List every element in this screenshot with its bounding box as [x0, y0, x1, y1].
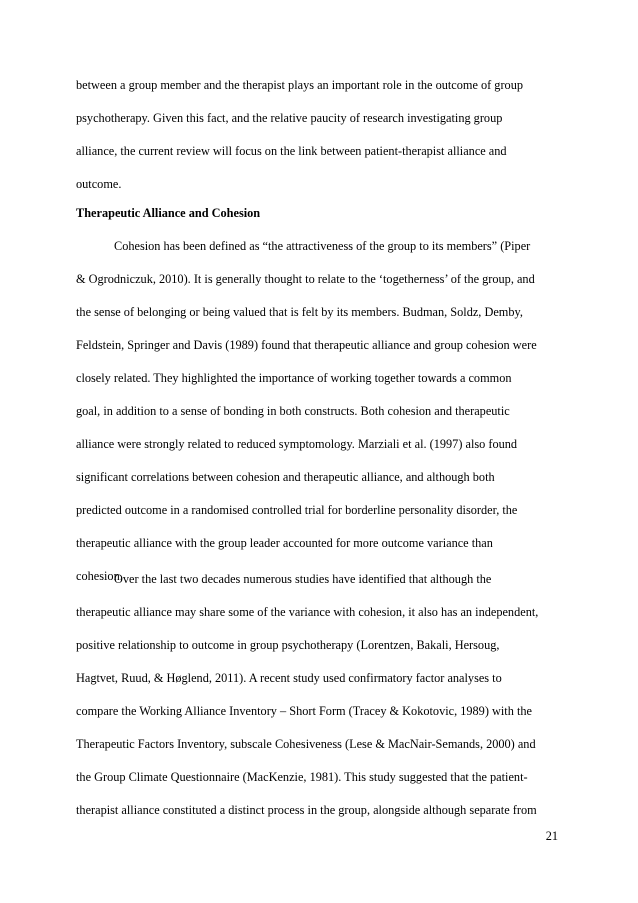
section-heading: Therapeutic Alliance and Cohesion	[76, 206, 261, 220]
text-line: psychotherapy. Given this fact, and the relative paucity of research investigating group	[76, 111, 503, 125]
text-line: therapist alliance constituted a distinct process in the group, alongside although separate from	[76, 803, 537, 817]
text-line: between a group member and the therapist plays an important role in the outcome of group	[76, 78, 523, 92]
text-line: closely related. They highlighted the importance of working together towards a common	[76, 371, 512, 385]
text-line: significant correlations between cohesion and therapeutic alliance, and although both	[76, 470, 495, 484]
text-line: alliance, the current review will focus on the link between patient-therapist alliance and	[76, 144, 507, 158]
text-line: Over the last two decades numerous studies have identified that although the	[114, 572, 492, 586]
text-line: alliance were strongly related to reduced symptomology. Marziali et al. (1997) also found	[76, 437, 518, 451]
text-line: compare the Working Alliance Inventory – Short Form (Tracey & Kokotovic, 1989) with the	[76, 704, 532, 718]
text-line: Therapeutic Factors Inventory, subscale Cohesiveness (Lese & MacNair-Semands, 2000) and	[76, 737, 536, 751]
page-number: 21	[545, 829, 558, 843]
text-line: Hagtvet, Ruud, & Høglend, 2011). A recent study used confirmatory factor analyses to	[76, 671, 502, 685]
paragraph-independent-relationship	[76, 563, 554, 827]
text-line: therapeutic alliance may share some of the variance with cohesion, it also has an independent,	[76, 605, 539, 619]
paragraph-cohesion	[76, 230, 554, 593]
text-line: therapeutic alliance with the group leader accounted for more outcome variance than	[76, 536, 493, 550]
text-line: outcome.	[76, 177, 122, 191]
text-line: the Group Climate Questionnaire (MacKenzie, 1981). This study suggested that the patient-	[76, 770, 528, 784]
text-line: predicted outcome in a randomised controlled trial for borderline personality disorder, the	[76, 503, 518, 517]
text-line: Cohesion has been defined as “the attractiveness of the group to its members” (Piper	[114, 239, 531, 253]
text-line: goal, in addition to a sense of bonding in both constructs. Both cohesion and therapeutic	[76, 404, 510, 418]
text-line: cohesion.	[76, 569, 123, 583]
paragraph-continuation	[76, 69, 554, 201]
text-line: & Ogrodniczuk, 2010). It is generally thought to relate to the ‘togetherness’ of the group, and	[76, 272, 535, 286]
text-line: the sense of belonging or being valued that is felt by its members. Budman, Soldz, Demby,	[76, 305, 523, 319]
text-line: positive relationship to outcome in group psychotherapy (Lorentzen, Bakali, Hersoug,	[76, 638, 500, 652]
text-line: Feldstein, Springer and Davis (1989) found that therapeutic alliance and group cohesion were	[76, 338, 537, 352]
